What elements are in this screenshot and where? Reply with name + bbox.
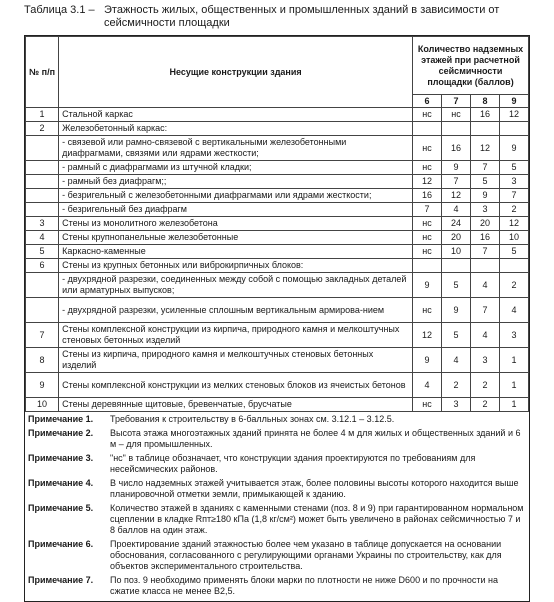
row-value: 7 [499,189,528,203]
row-number [26,273,59,298]
note-item [28,503,526,536]
row-number [26,298,59,323]
note-label: Примечание 1. [28,414,94,424]
row-number: 6 [26,259,59,273]
header-col-8: 8 [470,95,499,108]
row-number: 8 [26,348,59,373]
note-label: Примечание 5. [28,503,94,513]
note-text: Проектирование зданий этажностью более чем указано в таблице допускается на основании обоснования, согласованного с регулирующими органами Украины по строительству, как для объектов экспериментального строительства. [110,539,502,571]
row-structure: Стены из кирпича, природного камня и мелкоштучных стеновых бетонных изделий [59,348,413,373]
row-structure: Стены деревянные щитовые, бревенчатые, брусчатые [59,398,413,412]
row-value: 9 [413,273,442,298]
row-structure: Железобетонный каркас: [59,122,413,136]
table-row [26,273,529,298]
row-value [499,259,528,273]
row-value: 9 [442,161,471,175]
table-row [26,298,529,323]
row-value: 5 [470,175,499,189]
table-row [26,175,529,189]
row-value: 5 [499,245,528,259]
row-value [470,122,499,136]
row-value: 16 [470,231,499,245]
row-value: нс [442,108,471,122]
row-structure: Каркасно-каменные [59,245,413,259]
row-structure: - двухрядной разрезки, соединенных между собой с помощью закладных деталей или арматурных выпусков; [59,273,413,298]
row-value: 1 [499,398,528,412]
row-value: нс [413,231,442,245]
row-value: 16 [470,108,499,122]
note-label: Примечание 2. [28,428,94,438]
row-value: 7 [413,203,442,217]
row-value: 16 [413,189,442,203]
row-value: 5 [442,323,471,348]
note-text: Количество этажей в зданиях с каменными стенами (поз. 8 и 9) при гарантированном нормальном сцеплении в кладке Rпт≥180 кПа (1,8 кг/см²) может быть увеличено в районах сейсмичностью 7 и 8 баллов на один этаж. [110,503,524,535]
table-body [26,108,529,412]
seismic-floors-table [25,36,529,412]
row-structure: - рамный с диафрагмами из штучной кладки; [59,161,413,175]
row-value [499,122,528,136]
table-row [26,136,529,161]
row-value: 1 [499,348,528,373]
note-text: По поз. 9 необходимо применять блоки марки по плотности не ниже D600 и по прочности на сжатие класса не менее В2,5. [110,575,498,596]
header-col-9: 9 [499,95,528,108]
note-item [28,575,526,597]
note-label: Примечание 7. [28,575,94,585]
row-value: 7 [470,298,499,323]
row-value: нс [413,398,442,412]
header-floors: Количество надземных этажей при расчетной сейсмичности площадки (баллов) [413,37,529,95]
note-item [28,414,526,425]
table-row [26,189,529,203]
header-structures: Несущие конструкции здания [59,37,413,108]
row-value: 7 [442,175,471,189]
row-value: 3 [470,203,499,217]
row-value: 4 [442,203,471,217]
note-label: Примечание 3. [28,453,94,463]
row-value: 20 [442,231,471,245]
row-value: 12 [499,108,528,122]
row-number: 10 [26,398,59,412]
table-row [26,373,529,398]
row-number [26,203,59,217]
row-number: 4 [26,231,59,245]
row-value: 9 [499,136,528,161]
row-value [413,122,442,136]
row-structure: Стены из монолитного железобетона [59,217,413,231]
row-value: 10 [499,231,528,245]
table-row [26,259,529,273]
row-value: нс [413,217,442,231]
row-value: нс [413,108,442,122]
row-value: 7 [470,161,499,175]
row-value: 16 [442,136,471,161]
row-structure: Стальной каркас [59,108,413,122]
row-value: 10 [442,245,471,259]
row-number: 2 [26,122,59,136]
row-structure: - безригельный без диафрагм [59,203,413,217]
header-col-7: 7 [442,95,471,108]
header-num: № п/п [26,37,59,108]
table-row [26,108,529,122]
note-item [28,478,526,500]
note-item [28,453,526,475]
note-item [28,539,526,572]
row-value: 5 [442,273,471,298]
row-structure: Стены крупнопанельные железобетонные [59,231,413,245]
row-value: 3 [470,348,499,373]
row-value: 4 [470,273,499,298]
row-value: нс [413,245,442,259]
row-value: 12 [499,217,528,231]
row-value: 3 [499,323,528,348]
row-value: 2 [442,373,471,398]
note-label: Примечание 6. [28,539,94,549]
row-structure: Стены комплексной конструкции из кирпича, природного камня и мелкоштучных стеновых бетонных изделий [59,323,413,348]
table-row [26,348,529,373]
note-text: В число надземных этажей учитывается этаж, более половины высоты которого находится выше планировочной отметки земли, примыкающей к зданию. [110,478,519,499]
note-text: Требования к строительству в 6-балльных зонах см. 3.12.1 – 3.12.5. [110,414,395,424]
row-value: 12 [470,136,499,161]
row-value: 12 [413,175,442,189]
row-value [442,259,471,273]
row-value: нс [413,161,442,175]
row-structure: - связевой или рамно-связевой с вертикальными железобетонными диафрагмами, связями или ядрами жесткости; [59,136,413,161]
row-value: 5 [499,161,528,175]
table-row [26,203,529,217]
row-structure: - безригельный с железобетонными диафрагмами или ядрами жесткости; [59,189,413,203]
row-value [470,259,499,273]
table-row [26,217,529,231]
row-value: 4 [413,373,442,398]
row-value: 1 [499,373,528,398]
row-structure: Стены из крупных бетонных или виброкирпичных блоков: [59,259,413,273]
row-value: 12 [442,189,471,203]
row-number: 7 [26,323,59,348]
row-number: 1 [26,108,59,122]
row-structure: - рамный без диафрагм;; [59,175,413,189]
header-col-6: 6 [413,95,442,108]
row-value: 9 [413,348,442,373]
table-caption [24,4,530,30]
table-row [26,398,529,412]
row-value: 4 [442,348,471,373]
row-value: 7 [470,245,499,259]
row-number [26,189,59,203]
row-value: нс [413,298,442,323]
row-value: нс [413,136,442,161]
row-value: 2 [470,398,499,412]
note-item [28,428,526,450]
row-value: 12 [413,323,442,348]
table-frame [24,35,530,602]
row-number: 5 [26,245,59,259]
table-row [26,245,529,259]
table-row [26,323,529,348]
table-caption-label: Таблица 3.1 – [24,4,95,16]
table-row [26,161,529,175]
row-structure: - двухрядной разрезки, усиленные сплошным вертикальным армирова-нием [59,298,413,323]
row-value: 2 [499,273,528,298]
row-value: 3 [499,175,528,189]
note-text: Высота этажа многоэтажных зданий принята не более 4 м для жилых и общественных зданий и 6 м – для промышленных. [110,428,521,449]
row-value: 2 [470,373,499,398]
note-text: "нс" в таблице обозначает, что конструкции здания проектируются по требованиям для несейсмических районов. [110,453,476,474]
notes-section [25,412,529,601]
table-row [26,122,529,136]
row-value [413,259,442,273]
row-value: 4 [499,298,528,323]
row-value: 2 [499,203,528,217]
row-number [26,161,59,175]
table-row [26,231,529,245]
row-value: 4 [470,323,499,348]
row-number: 9 [26,373,59,398]
row-number: 3 [26,217,59,231]
row-value: 24 [442,217,471,231]
row-structure: Стены комплексной конструкции из мелких стеновых блоков из ячеистых бетонов [59,373,413,398]
row-value: 9 [442,298,471,323]
row-number [26,136,59,161]
note-label: Примечание 4. [28,478,94,488]
row-value: 20 [470,217,499,231]
row-value [442,122,471,136]
row-value: 3 [442,398,471,412]
row-value: 9 [470,189,499,203]
row-number [26,175,59,189]
table-caption-text: Этажность жилых, общественных и промышленных зданий в зависимости от сейсмичности площадки [104,4,500,29]
